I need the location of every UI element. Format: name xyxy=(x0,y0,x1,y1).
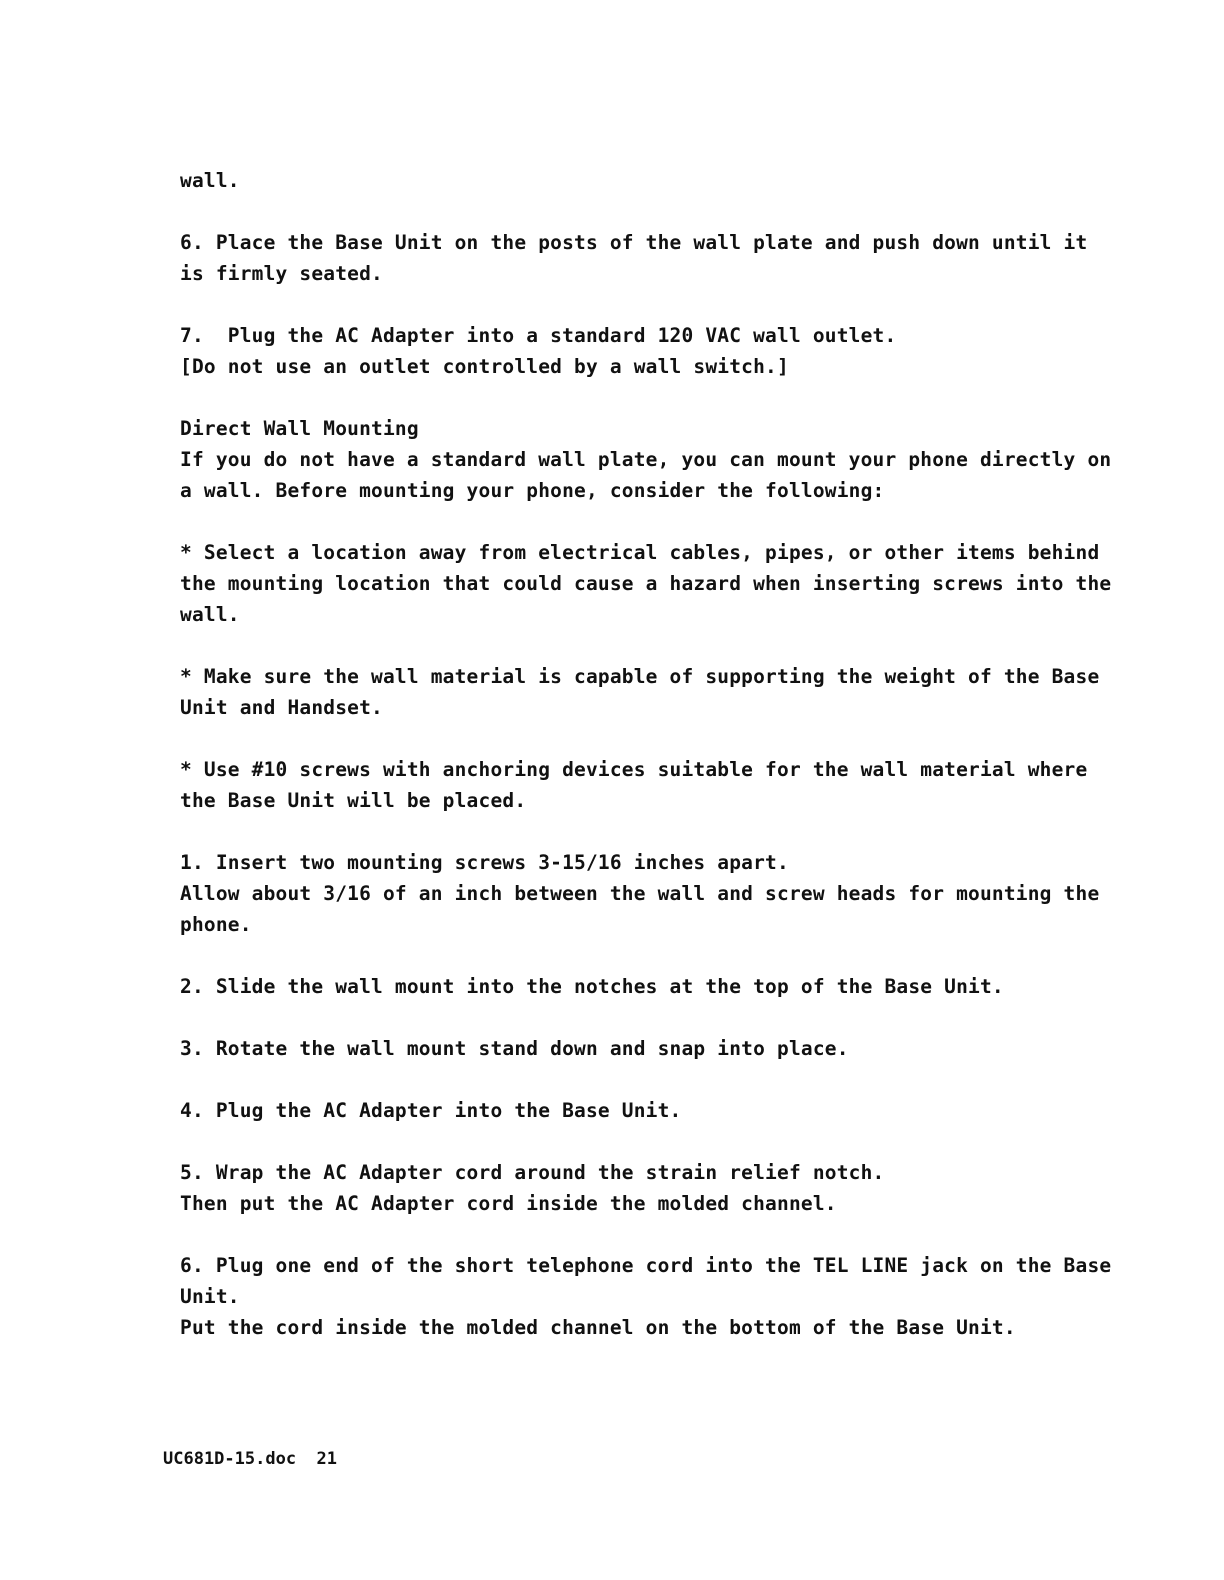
paragraph-wall-continued xyxy=(180,165,1120,196)
paragraph-step-6-telephone-cord xyxy=(180,1250,1120,1343)
text-line: the mounting location that could cause a hazard when inserting screws into the xyxy=(180,572,1112,595)
section-heading: Direct Wall Mounting xyxy=(180,417,419,440)
text-line: the Base Unit will be placed. xyxy=(180,789,527,812)
text-line: 6. Place the Base Unit on the posts of the wall plate and push down until it xyxy=(180,231,1088,254)
page-footer: UC681D-15.doc 21 xyxy=(163,1449,337,1469)
bullet-use-screws xyxy=(180,754,1120,816)
text-line: wall. xyxy=(180,169,240,192)
paragraph-gap xyxy=(180,816,1120,847)
text-line: 4. Plug the AC Adapter into the Base Unit. xyxy=(180,1099,682,1122)
paragraph-step-6-place-base xyxy=(180,227,1120,289)
text-line: 5. Wrap the AC Adapter cord around the strain relief notch. xyxy=(180,1161,885,1184)
paragraph-step-1-insert-screws xyxy=(180,847,1120,940)
text-line: [Do not use an outlet controlled by a wall switch.] xyxy=(180,355,789,378)
paragraph-step-4-plug-adapter xyxy=(180,1095,1120,1126)
paragraph-gap xyxy=(180,289,1120,320)
paragraph-step-7-plug-adapter xyxy=(180,320,1120,382)
text-line: Allow about 3/16 of an inch between the wall and screw heads for mounting the xyxy=(180,882,1100,905)
paragraph-gap xyxy=(180,723,1120,754)
text-line: If you do not have a standard wall plate, you can mount your phone directly on xyxy=(180,448,1112,471)
paragraph-step-2-slide-mount xyxy=(180,971,1120,1002)
paragraph-gap xyxy=(180,382,1120,413)
text-line: * Use #10 screws with anchoring devices suitable for the wall material where xyxy=(180,758,1088,781)
text-line: is firmly seated. xyxy=(180,262,383,285)
text-line: Put the cord inside the molded channel on the bottom of the Base Unit. xyxy=(180,1316,1016,1339)
paragraph-gap xyxy=(180,1219,1120,1250)
text-line: 7. Plug the AC Adapter into a standard 120 VAC wall outlet. xyxy=(180,324,897,347)
paragraph-gap xyxy=(180,630,1120,661)
section-direct-wall-mounting xyxy=(180,413,1120,506)
paragraph-gap xyxy=(180,1126,1120,1157)
paragraph-step-5-wrap-cord xyxy=(180,1157,1120,1219)
bullet-wall-material xyxy=(180,661,1120,723)
paragraph-gap xyxy=(180,1064,1120,1095)
text-line: phone. xyxy=(180,913,252,936)
text-line: 3. Rotate the wall mount stand down and snap into place. xyxy=(180,1037,849,1060)
text-line: Unit and Handset. xyxy=(180,696,383,719)
text-line: Then put the AC Adapter cord inside the molded channel. xyxy=(180,1192,837,1215)
text-line: 1. Insert two mounting screws 3-15/16 inches apart. xyxy=(180,851,789,874)
paragraph-gap xyxy=(180,196,1120,227)
text-line: * Make sure the wall material is capable of supporting the weight of the Base xyxy=(180,665,1100,688)
paragraph-gap xyxy=(180,506,1120,537)
text-line: 2. Slide the wall mount into the notches at the top of the Base Unit. xyxy=(180,975,1004,998)
text-line: Unit. xyxy=(180,1285,240,1308)
text-line: * Select a location away from electrical cables, pipes, or other items behind xyxy=(180,541,1100,564)
text-line: wall. xyxy=(180,603,240,626)
document-body xyxy=(180,165,1120,1343)
bullet-select-location xyxy=(180,537,1120,630)
paragraph-step-3-rotate-stand xyxy=(180,1033,1120,1064)
text-line: 6. Plug one end of the short telephone cord into the TEL LINE jack on the Base xyxy=(180,1254,1112,1277)
paragraph-gap xyxy=(180,940,1120,971)
text-line: a wall. Before mounting your phone, consider the following: xyxy=(180,479,885,502)
paragraph-gap xyxy=(180,1002,1120,1033)
